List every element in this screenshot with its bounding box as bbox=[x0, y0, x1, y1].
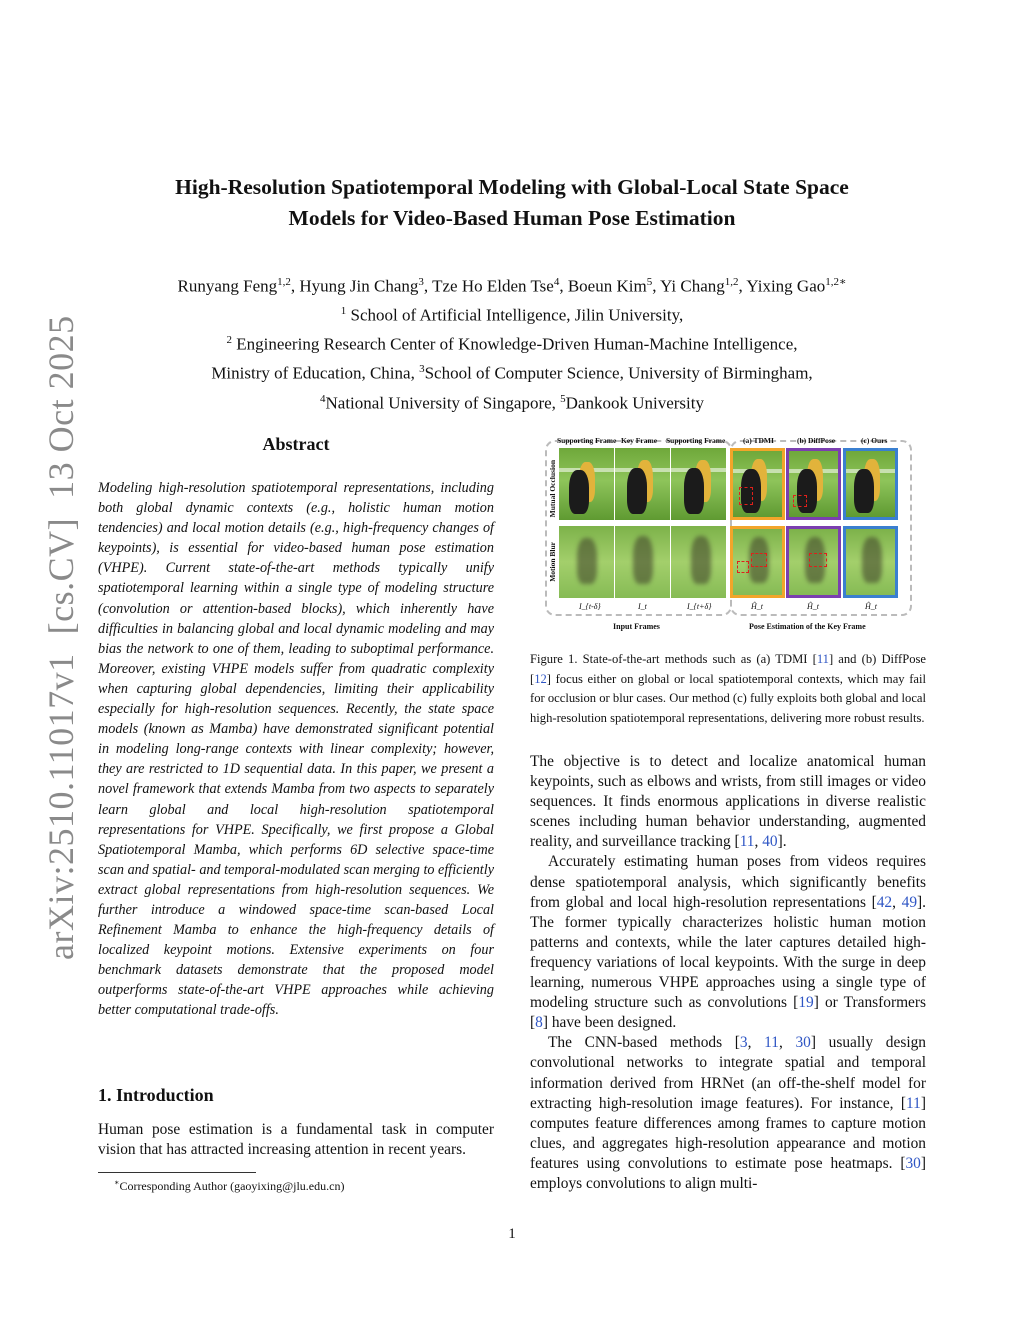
error-box bbox=[809, 553, 827, 567]
author-name: Runyang Feng bbox=[177, 276, 278, 296]
result-blur-tdmi bbox=[730, 526, 785, 598]
affiliation-2 bbox=[100, 328, 924, 357]
paragraph-text: , bbox=[892, 893, 902, 911]
row-label-blur: Motion Blur bbox=[548, 542, 557, 582]
affiliation-text: Engineering Research Center of Knowledge-Driven Human-Machine Intelligence, bbox=[231, 334, 798, 354]
affiliation-4-5 bbox=[100, 387, 924, 416]
paragraph-text: ] employs convolutions to align multi- bbox=[530, 1154, 926, 1192]
paragraph-text: The CNN-based methods [ bbox=[548, 1034, 740, 1052]
blurred-runner bbox=[577, 538, 597, 584]
paragraph-text: ]. bbox=[777, 833, 787, 851]
result-occ-ours bbox=[843, 448, 898, 520]
player-front bbox=[854, 469, 874, 513]
row-label-occlusion: Mutual Occlusion bbox=[548, 460, 557, 518]
figure-1 bbox=[543, 436, 913, 631]
author-sup: 1,2 bbox=[724, 276, 739, 288]
player-front bbox=[684, 468, 704, 514]
paragraph-text: , bbox=[747, 1034, 765, 1052]
col-head-ours: (c) Ours bbox=[861, 436, 888, 445]
arxiv-sidebar-id: arXiv:2510.11017v1 [cs.CV] 13 Oct 2025 bbox=[41, 315, 81, 960]
author-name: Tze Ho Elden Tse bbox=[432, 276, 554, 296]
col-head-supporting-prev: Supporting Frame bbox=[557, 436, 617, 445]
author-sup: 4 bbox=[553, 276, 560, 288]
paper-title bbox=[100, 172, 924, 234]
subcap-ours: Ĥ_t bbox=[865, 602, 877, 611]
frame-blur-prev bbox=[559, 526, 614, 598]
subcap-diffpose: Ĥ_t bbox=[807, 602, 819, 611]
frame-blur-next bbox=[671, 526, 726, 598]
citation-link[interactable]: 11 bbox=[906, 1094, 921, 1112]
citation-link[interactable]: 30 bbox=[905, 1154, 921, 1172]
paragraph-text: ] have been designed. bbox=[542, 1014, 677, 1032]
affiliation-sup: 5 bbox=[560, 392, 566, 405]
intro-right-column bbox=[530, 752, 926, 1194]
author-name: Boeun Kim bbox=[567, 276, 647, 296]
error-box bbox=[751, 553, 767, 567]
affiliation-sup: 3 bbox=[419, 363, 425, 376]
citation-link[interactable]: 42 bbox=[876, 893, 893, 911]
affiliation-2b-3 bbox=[100, 357, 924, 386]
result-occ-diffpose bbox=[786, 448, 841, 520]
citation-link[interactable]: 40 bbox=[762, 833, 778, 851]
col-head-diffpose: (b) DiffPose bbox=[797, 436, 836, 445]
footnote-mark: ∗ bbox=[114, 1178, 120, 1187]
paragraph-text: , bbox=[754, 833, 763, 851]
paragraph-text: ] or Transformers [ bbox=[530, 994, 926, 1032]
citation-link[interactable]: 12 bbox=[534, 671, 547, 686]
footnote bbox=[114, 1178, 344, 1194]
blurred-runner bbox=[691, 536, 711, 584]
affiliation-sup: 2 bbox=[226, 334, 232, 347]
affiliation-1 bbox=[100, 299, 924, 328]
player-front bbox=[627, 468, 647, 514]
result-blur-ours bbox=[843, 526, 898, 598]
affiliation-text: School of Computer Science, University of Birmingham, bbox=[424, 364, 813, 384]
author-name: Yi Chang bbox=[660, 276, 725, 296]
author-sup: 3 bbox=[418, 276, 424, 288]
frame-occ-next bbox=[671, 448, 726, 520]
author-name: Yixing Gao bbox=[746, 276, 826, 296]
intro-left-text: Human pose estimation is a fundamental task in computer vision that has attracted increasing attention in recent years. bbox=[98, 1121, 494, 1159]
citation-link[interactable]: 11 bbox=[739, 833, 755, 851]
paragraph-text: ]. The former typically characterizes holistic human motion patterns and contexts, while the later captures detailed high-frequency variations of local keypoints. With the surge in deep learning, numerous VHPE approaches using a single type of modeling structure such as convolutions [ bbox=[530, 893, 926, 1012]
affiliation-sup: 4 bbox=[320, 392, 326, 405]
paragraph-text: Accurately estimating human poses from videos requires dense spatiotemporal analysis, which significantly benefits from global and local high-resolution representations [ bbox=[530, 853, 926, 911]
figure-foot-estimation: Pose Estimation of the Key Frame bbox=[749, 622, 866, 631]
col-head-key-frame: Key Frame bbox=[621, 436, 658, 445]
citation-link[interactable]: 49 bbox=[901, 893, 918, 911]
paragraph-text: ] usually design convolutional networks to integrate spatial and temporal information derived from HRNet (an off-the-shelf model for extracting high-resolution image features). For instance, [ bbox=[530, 1034, 926, 1112]
author-block bbox=[100, 270, 924, 416]
author-sup: 1,2 bbox=[277, 276, 291, 288]
author-name: Hyung Jin Chang bbox=[299, 276, 419, 296]
frame-occ-prev bbox=[559, 448, 614, 520]
author-sup: 1,2∗ bbox=[825, 276, 847, 288]
result-occ-tdmi bbox=[730, 448, 785, 520]
caption-text: ] and (b) DiffPose [ bbox=[530, 652, 927, 686]
affiliation-text: Ministry of Education, China, bbox=[211, 364, 420, 384]
title-line-1: High-Resolution Spatiotemporal Modeling with Global-Local State Space bbox=[175, 175, 849, 199]
subcap-next: I_{t+δ} bbox=[687, 602, 712, 611]
error-box bbox=[739, 487, 753, 505]
intro-heading: 1. Introduction bbox=[98, 1085, 214, 1105]
figure-caption bbox=[530, 650, 926, 728]
affiliation-text: Dankook University bbox=[565, 393, 704, 413]
frame-occ-key bbox=[615, 448, 670, 520]
caption-text: ] focus either on global or local spatiotemporal contexts, which may fail for occlusion or blur cases. Our method (c) fully exploits both global and local high-resolution spatiotemporal representations, delivering more robust results. bbox=[530, 671, 926, 725]
author-sup: 5 bbox=[646, 276, 653, 288]
blurred-runner bbox=[633, 536, 653, 584]
citation-link[interactable]: 30 bbox=[795, 1034, 811, 1052]
paragraph-3 bbox=[530, 1033, 926, 1194]
col-head-supporting-next: Supporting Frame bbox=[666, 436, 726, 445]
paragraph-text: , bbox=[778, 1034, 796, 1052]
affiliation-sup: 1 bbox=[340, 305, 347, 318]
affiliation-text: National University of Singapore, bbox=[325, 393, 561, 413]
affiliation-text: School of Artificial Intelligence, Jilin University, bbox=[346, 305, 684, 325]
subcap-tdmi: Ĥ_t bbox=[751, 602, 763, 611]
citation-link[interactable]: 11 bbox=[816, 652, 829, 666]
page-number: 1 bbox=[508, 1226, 516, 1242]
paragraph-text: ] computes feature differences among frames to capture motion clues, and aggregates high-resolution appearance and motion features using convolutions to estimate pose heatmaps. [ bbox=[530, 1094, 926, 1172]
citation-link[interactable]: 8 bbox=[535, 1014, 543, 1032]
abstract-heading: Abstract bbox=[262, 434, 330, 454]
paragraph-2 bbox=[530, 852, 926, 1033]
paragraph-text: The objective is to detect and localize anatomical human keypoints, such as elbows and wrists, from still images or video sequences. It finds enormous applications in diverse realistic scenes including human behavior understanding, augmented reality, and surveillance tracking [ bbox=[530, 753, 926, 851]
paragraph-1 bbox=[530, 752, 926, 852]
subcap-key: I_t bbox=[638, 602, 647, 611]
result-blur-diffpose bbox=[786, 526, 841, 598]
player-front bbox=[569, 470, 589, 514]
subcap-prev: I_{t-δ} bbox=[579, 602, 601, 611]
error-box bbox=[737, 561, 749, 573]
citation-link[interactable]: 11 bbox=[764, 1034, 779, 1052]
error-box bbox=[793, 495, 807, 507]
blurred-runner bbox=[862, 537, 882, 583]
caption-text: Figure 1. State-of-the-art methods such as (a) TDMI [ bbox=[530, 652, 817, 666]
title-line-2: Models for Video-Based Human Pose Estimation bbox=[288, 206, 736, 230]
citation-link[interactable]: 3 bbox=[739, 1034, 748, 1052]
frame-blur-key bbox=[615, 526, 670, 598]
col-head-tdmi: (a) TDMI bbox=[743, 436, 774, 445]
footnote-divider bbox=[98, 1172, 256, 1173]
abstract-text: Modeling high-resolution spatiotemporal representations, including both global dynamic contexts (e.g., holistic human motion tendencies) and local motion details (e.g., high-frequency changes of keypoints), is essential for video-based human pose estimation (VHPE). Current state-of-the-art methods typically unify spatiotemporal learning within a single type of modeling structure (convolution or attention-based blocks), which inherently have difficulties in balancing global and local dynamic modeling and may bias the network to one of them, leading to suboptimal performance. Moreover, existing VHPE models suffer from quadratic complexity when capturing global dependencies, limiting their applicability especially for high-resolution sequences. Recently, the state space models (known as Mamba) have demonstrated significant potential in modeling long-range contexts with linear complexity; however, they are restricted to 1D sequential data. In this paper, we present a novel framework that extends Mamba from two aspects to separately learn global and local high-resolution spatiotemporal representations for VHPE. Specifically, we first propose a Global Spatiotemporal Mamba, which performs 6D selective space-time scan and spatial- and temporal-modulated scan merging to efficiently extract global representations from high-resolution sequences. We further introduce a windowed space-time scan-based Local Refinement Mamba to enhance the high-frequency details of localized keypoint motions. Extensive experiments on four benchmark datasets demonstrate that the proposed model outperforms state-of-the-art VHPE approaches while achieving better computational trade-offs. bbox=[98, 480, 494, 1019]
citation-link[interactable]: 19 bbox=[798, 994, 814, 1012]
author-list: Runyang Feng$^{1,2}$, Hyung Jin Chang$^3$, Tze Ho Elden Tse$^4$, Boeun Kim$^5$, Yi Chang$^{1,2}$, Yixing Gao$^{1,2∗}$ bbox=[177, 276, 847, 296]
footnote-text: Corresponding Author (gaoyixing@jlu.edu.cn) bbox=[119, 1179, 345, 1193]
figure-foot-input: Input Frames bbox=[613, 622, 660, 631]
